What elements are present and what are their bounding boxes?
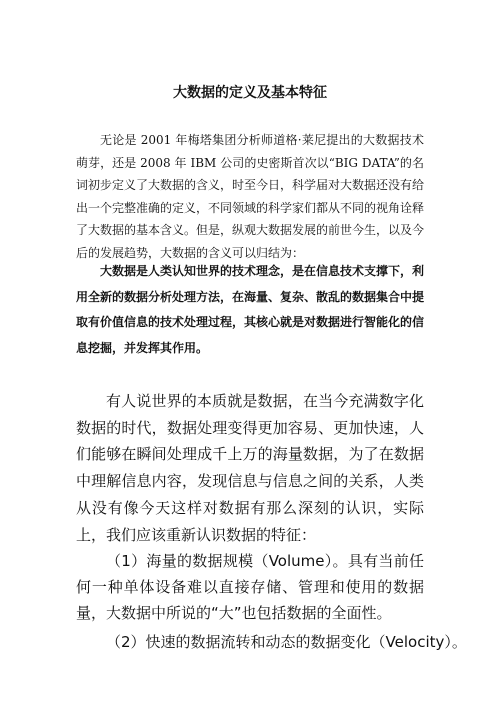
feature-velocity-paragraph: （2）快速的数据流转和动态的数据变化（Velocity）。: [106, 633, 467, 651]
document-title: 大数据的定义及基本特征: [173, 85, 327, 101]
essence-paragraph: 有人说世界的本质就是数据，在当今充满数字化数据的时代，数据处理变得更加容易、更加快速，人们能够在瞬间处理成千上万的海量数据，为了在数据中理解信息内容，发现信息与信息之间的关系，人类从没有像今天这样对数据有那么深刻的认识，实际上，我们应该重新认识数据的特征：: [76, 392, 424, 544]
definition-paragraph: 大数据是人类认知世界的技术理念，是在信息技术支撑下，利用全新的数据分析处理方法，在海量、复杂、散乱的数据集合中提取有价值信息的技术处理过程，其核心就是对数据进行智能化的信息挖掘，并发挥其作用。: [76, 264, 425, 355]
intro-paragraph: 无论是 2001 年梅塔集团分析师道格·莱尼提出的大数据技术萌芽，还是 2008 年 IBM 公司的史密斯首次以“BIG DATA”的名词初步定义了大数据的含义，时至今日，科学届对大数据还没有给出一个完整准确的定义，不同领域的科学家们都从不同的视角诠释了大数据的基本含义。但是，纵观大数据发展的前世今生，以及今后的发展趋势，大数据的含义可以归结为：: [76, 133, 425, 260]
feature-volume-paragraph: （1）海量的数据规模（Volume）。具有当前任何一种单体设备难以直接存储、管理和使用的数据量，大数据中所说的“大”也包括数据的全面性。: [76, 552, 424, 623]
